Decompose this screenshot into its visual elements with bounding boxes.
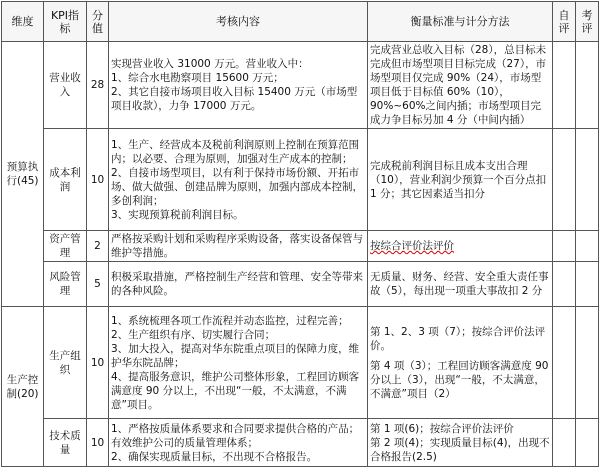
- content-line: 2、其它自接市场项目收入目标 15400 万元（市场型项目收款），力争 17000 万元。: [111, 86, 358, 112]
- kpi-score: 5: [87, 262, 109, 307]
- content-line: 1、综合水电勘察项目 15600 万元；: [111, 72, 284, 84]
- header-eval: 考评: [576, 2, 599, 42]
- table-row: [2, 42, 599, 129]
- kpi-content: [109, 262, 368, 307]
- standard-line: 第 4 项（3）；工程回访顾客满意度 90 分以上（3），出现“一般，不太满意，不满意”项目（2）: [370, 359, 549, 400]
- content-line: 2、确保实现质量目标，不出现不合格报告。: [111, 450, 318, 463]
- kpi-name: 技术质量: [44, 419, 87, 467]
- kpi-name: 成本利润: [44, 129, 87, 231]
- group-label: 生产控制(20): [2, 307, 44, 467]
- table-row: [2, 231, 599, 262]
- content-line: 4、提高服务意识，维护公司整体形象，工程回访顾客满意度 90 分以上，不出现“一般，不太满意，不满意”项目。: [111, 370, 360, 411]
- table-row: [2, 307, 599, 419]
- kpi-score: 28: [87, 42, 109, 129]
- table-row: [2, 262, 599, 307]
- header-kpi: KPI指标: [44, 2, 87, 42]
- content-line: 2、生产组织有序、切实履行合同；: [111, 328, 276, 341]
- self-eval-cell[interactable]: [553, 42, 576, 129]
- eval-cell[interactable]: [576, 419, 599, 467]
- kpi-standard: [368, 307, 553, 419]
- kpi-standard: [368, 262, 553, 307]
- content-line: 1、严格按质量体系要求和合同要求提供合格的产品；有效维护公司的质量管理体系；: [111, 422, 360, 449]
- self-eval-cell[interactable]: [553, 307, 576, 419]
- standard-line: 第 1 项(6)；按综合评价法评价: [370, 422, 514, 435]
- kpi-score: 10: [87, 307, 109, 419]
- kpi-score: 10: [87, 419, 109, 467]
- kpi-content: [109, 419, 368, 467]
- standard-line: 第 2 项(4)；实现质量目标(4)，出现不合格报告(2.5): [370, 436, 550, 463]
- standard-line: 第 1、2、3 项（7）；按综合评价法评价。: [370, 325, 546, 352]
- table-row: [2, 419, 599, 467]
- self-eval-cell[interactable]: [553, 419, 576, 467]
- kpi-standard: [368, 42, 553, 129]
- kpi-name: 风险管理: [44, 262, 87, 307]
- self-eval-cell[interactable]: [553, 262, 576, 307]
- content-line: 积极采取措施，严格控制生产经营和管理、安全等带来的各种风险。: [111, 271, 363, 297]
- eval-cell[interactable]: [576, 42, 599, 129]
- self-eval-cell[interactable]: [553, 129, 576, 231]
- kpi-content: [109, 307, 368, 419]
- kpi-table: [1, 1, 599, 467]
- content-line: 1、生产、经营成本及税前利润原则上控制在预算范围内；以必要、合理为原则，加强对生产成本的控制；: [111, 138, 360, 165]
- standard-line: 完成税前利润目标且成本支出合理（10），营业利润少预算一个百分点扣 1 分；其它因素适当扣分: [370, 159, 547, 200]
- eval-cell[interactable]: [576, 231, 599, 262]
- standard-line: 按综合评价法评价: [370, 240, 454, 252]
- group-label: 预算执行(45): [2, 42, 44, 307]
- kpi-content: [109, 42, 368, 129]
- eval-cell[interactable]: [576, 129, 599, 231]
- standard-line: 无质量、财务、经营、安全重大责任事故（5），每出现一项重大事故扣 2 分: [370, 271, 549, 297]
- table-row: [2, 129, 599, 231]
- content-line: 1、系统梳理各项工作流程并动态监控，过程完善；: [111, 314, 349, 327]
- kpi-content: [109, 231, 368, 262]
- kpi-name: 营业收入: [44, 42, 87, 129]
- header-content: 考核内容: [109, 2, 368, 42]
- header-score: 分值: [87, 2, 109, 42]
- eval-cell[interactable]: [576, 307, 599, 419]
- kpi-name: 生产组织: [44, 307, 87, 419]
- header-dimension: 维度: [2, 2, 44, 42]
- kpi-standard: [368, 231, 553, 262]
- header-self-eval: 自评: [553, 2, 576, 42]
- header-standard: 衡量标准与计分方法: [368, 2, 553, 42]
- content-line: 3、实现预算税前利润目标。: [111, 208, 244, 221]
- eval-cell[interactable]: [576, 262, 599, 307]
- kpi-standard: [368, 129, 553, 231]
- self-eval-cell[interactable]: [553, 231, 576, 262]
- content-line: 严格按采购计划和采购程序采购设备，落实设备保管与维护等措施。: [111, 233, 363, 259]
- content-line: 3、加大投入，提高对华东院重点项目的保障力度，维护华东院品牌；: [111, 342, 360, 369]
- kpi-score: 2: [87, 231, 109, 262]
- standard-line: 完成营业总收入目标（28），总目标未完成但市场型项目目标完成（27），市场型项目仅完成 90%（24），市场型项目低于目标值 60%（10），90%~60%之间内插；市场型项目完成力争目标另加 4 分（中间内插）: [370, 44, 547, 126]
- kpi-standard: [368, 419, 553, 467]
- content-line: 2、自接市场型项目，以有利于保持市场份额、开拓市场、做大做强、创建品牌为原则，加强内部成本控制，多创利润；: [111, 166, 363, 207]
- kpi-name: 资产管理: [44, 231, 87, 262]
- kpi-score: 10: [87, 129, 109, 231]
- content-line: 实现营业收入 31000 万元。营业收入中：: [111, 58, 309, 70]
- header-row: [2, 2, 599, 42]
- kpi-content: [109, 129, 368, 231]
